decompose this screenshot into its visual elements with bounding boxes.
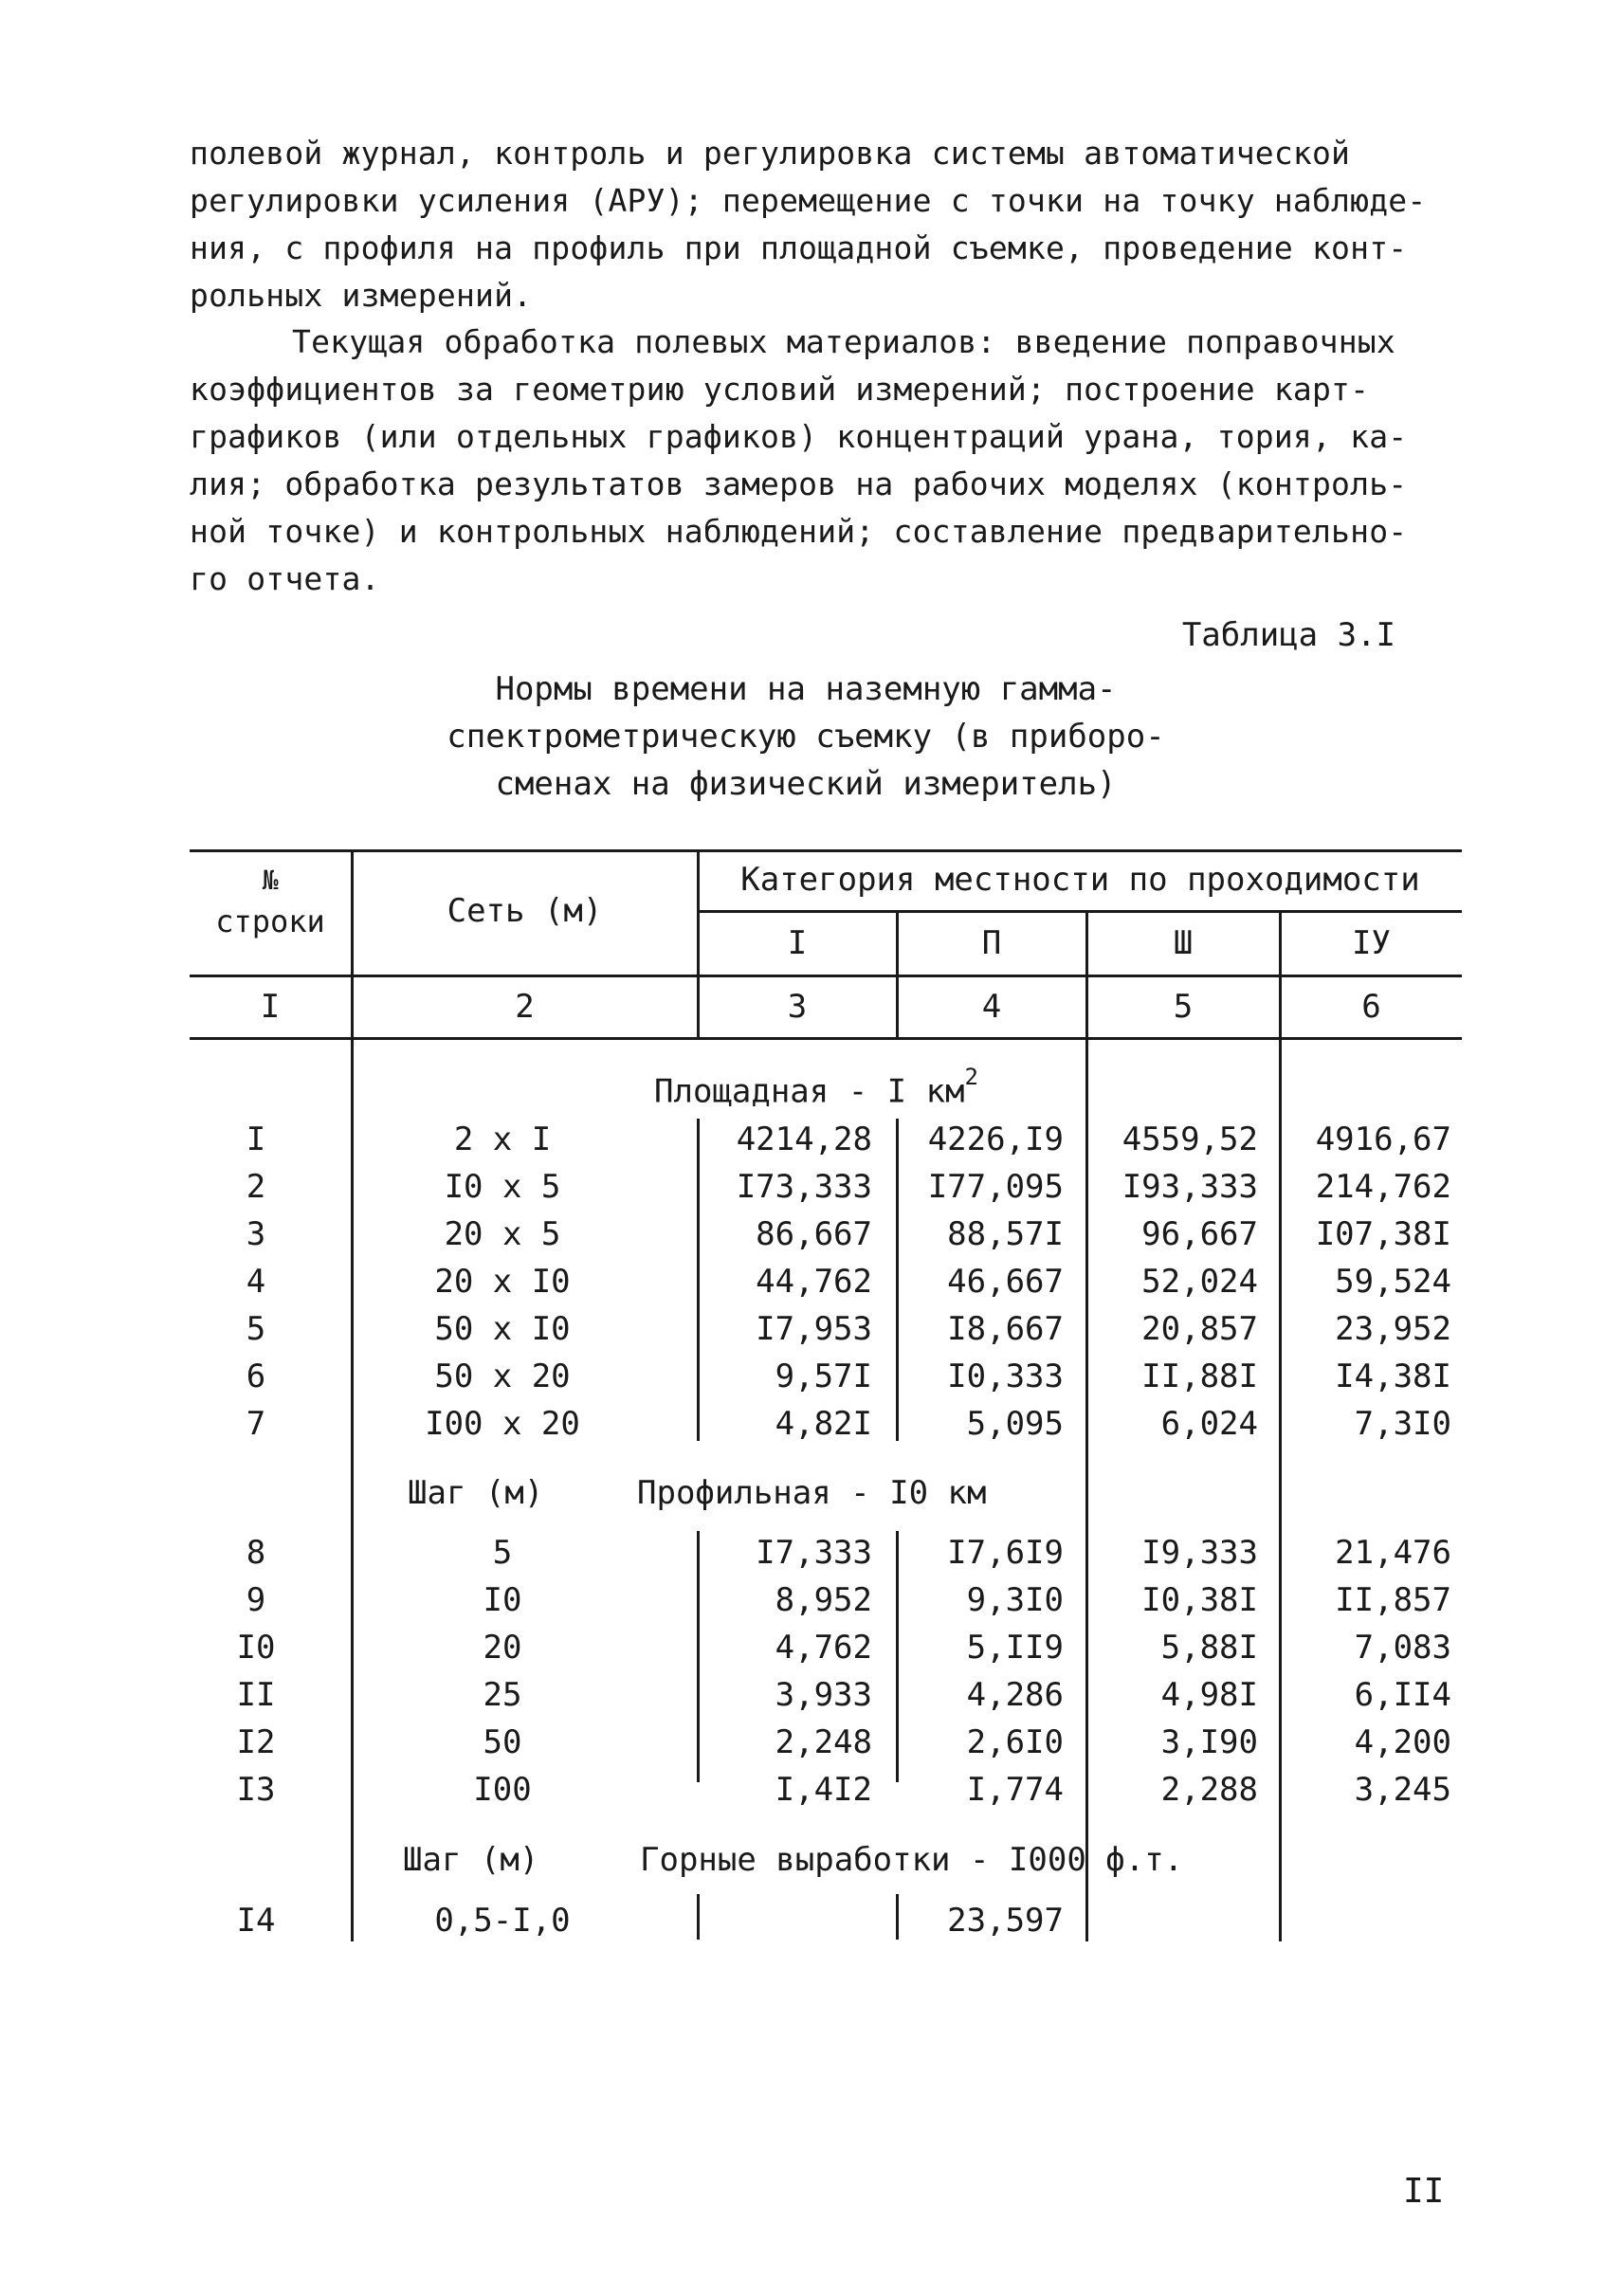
- superscript: 2: [964, 1064, 978, 1090]
- row-value-cat4: 4,200: [1354, 1723, 1451, 1761]
- col-number: 2: [515, 988, 535, 1026]
- row-net: 50 x 20: [434, 1358, 571, 1395]
- paragraph-line: графиков (или отдельных графиков) концентраций урана, тория, ка-: [190, 418, 1408, 455]
- row-value-cat1: 9,57I: [775, 1358, 872, 1395]
- row-value-cat4: 21,476: [1335, 1534, 1451, 1572]
- row-value-cat2: I7,6I9: [947, 1534, 1064, 1572]
- row-value-cat2: 23,597: [947, 1902, 1064, 1940]
- caption-line: спектрометрическую съемку (в приборо-: [447, 718, 1165, 756]
- row-number: I4: [236, 1902, 276, 1940]
- section-title-areal: [654, 1064, 978, 1110]
- table-top-rule: [190, 849, 1462, 852]
- row-value-cat1: I73,333: [736, 1168, 872, 1206]
- row-value-cat3: 96,667: [1141, 1215, 1258, 1253]
- row-value-cat1: 44,762: [756, 1263, 872, 1301]
- row-value-cat4: I07,38I: [1315, 1215, 1451, 1253]
- section-step-label: Шаг (м): [408, 1474, 544, 1512]
- category-subheader-rule: [697, 910, 1462, 913]
- row-value-cat1: 8,952: [775, 1581, 872, 1619]
- column-number-rule: [190, 1037, 1462, 1040]
- section-step-label: Шаг (м): [403, 1841, 539, 1879]
- row-net: I00 x 20: [425, 1405, 580, 1443]
- row-value-cat1: I,4I2: [775, 1771, 872, 1809]
- row-value-cat2: 4,286: [966, 1676, 1064, 1714]
- row-value-cat2: I77,095: [927, 1168, 1064, 1206]
- row-number: II: [236, 1676, 276, 1714]
- row-value-cat1: 4,82I: [775, 1405, 872, 1443]
- paragraph-line: Текущая обработка полевых материалов: введение поправочных: [292, 323, 1395, 360]
- paragraph-line: лия; обработка результатов замеров на рабочих моделях (контроль-: [190, 465, 1408, 502]
- col-number: 6: [1361, 988, 1381, 1026]
- col-divider: [697, 1894, 700, 1940]
- row-net: 50 x I0: [434, 1310, 571, 1348]
- col-number: 3: [787, 988, 808, 1026]
- row-value-cat2: I8,667: [947, 1310, 1064, 1348]
- paragraph-line: рольных измерений.: [190, 277, 533, 314]
- row-value-cat3: 5,88I: [1160, 1629, 1258, 1667]
- row-net: 20 x 5: [444, 1215, 561, 1253]
- row-value-cat4: 4916,67: [1315, 1121, 1451, 1158]
- row-value-cat4: 3,245: [1354, 1771, 1451, 1809]
- row-net: 50: [483, 1723, 522, 1761]
- col-number: I: [260, 988, 281, 1026]
- row-value-cat3: 4559,52: [1122, 1121, 1258, 1158]
- row-value-cat3: 20,857: [1141, 1310, 1258, 1348]
- row-number: 8: [246, 1534, 266, 1572]
- row-net: 20: [483, 1629, 522, 1667]
- paragraph-line: коэффициентов за геометрию условий измерений; построение карт-: [190, 371, 1370, 408]
- row-value-cat3: 6,024: [1160, 1405, 1258, 1443]
- row-number: 6: [246, 1358, 266, 1395]
- row-value-cat3: 3,I90: [1160, 1723, 1258, 1761]
- section-title-mines: Горные выработки - I000 ф.т.: [640, 1841, 1184, 1879]
- caption-line: Нормы времени на наземную гамма-: [495, 670, 1117, 708]
- paragraph-line: го отчета.: [190, 560, 380, 597]
- row-number: I3: [236, 1771, 276, 1809]
- row-net: I00: [473, 1771, 532, 1809]
- section-title-profile: Профильная - I0 км: [637, 1474, 987, 1512]
- section-title-text: Площадная - I км: [654, 1072, 965, 1111]
- row-net: I0: [483, 1581, 522, 1619]
- row-value-cat1: 2,248: [775, 1723, 872, 1761]
- header-cat-3: Ш: [1173, 924, 1194, 962]
- row-value-cat3: I0,38I: [1141, 1581, 1258, 1619]
- row-number: I: [246, 1121, 266, 1158]
- table-label: Таблица 3.I: [1181, 616, 1395, 654]
- row-value-cat4: 7,083: [1354, 1629, 1451, 1667]
- row-value-cat1: I7,333: [756, 1534, 872, 1572]
- row-value-cat1: 3,933: [775, 1676, 872, 1714]
- header-category: Категория местности по проходимости: [740, 861, 1420, 899]
- row-value-cat1: 4,762: [775, 1629, 872, 1667]
- row-value-cat2: 5,II9: [966, 1629, 1064, 1667]
- row-value-cat2: I,774: [966, 1771, 1064, 1809]
- header-row-no: строки: [215, 903, 325, 939]
- row-net: 2 x I: [453, 1121, 552, 1158]
- row-number: I2: [236, 1723, 276, 1761]
- row-number: 7: [246, 1405, 266, 1443]
- row-net: 20 x I0: [434, 1263, 571, 1301]
- page-number: II: [1403, 2172, 1445, 2211]
- row-value-cat3: 4,98I: [1160, 1676, 1258, 1714]
- row-value-cat4: 23,952: [1335, 1310, 1451, 1348]
- row-number: 4: [246, 1263, 266, 1301]
- row-number: I0: [236, 1629, 276, 1667]
- row-value-cat3: I9,333: [1141, 1534, 1258, 1572]
- row-number: 5: [246, 1310, 266, 1348]
- header-bottom-rule: [190, 975, 1462, 977]
- col-number: 4: [981, 988, 1002, 1026]
- row-number: 3: [246, 1215, 266, 1253]
- paragraph-line: полевой журнал, контроль и регулировка системы автоматической: [190, 135, 1351, 172]
- row-value-cat1: 4214,28: [736, 1121, 872, 1158]
- paragraph-line: ной точке) и контрольных наблюдений; составление предварительно-: [190, 513, 1408, 550]
- col-divider: [351, 1037, 354, 1941]
- paragraph-line: ния, с профиля на профиль при площадной съемке, проведение конт-: [190, 229, 1408, 266]
- row-value-cat3: I93,333: [1122, 1168, 1258, 1206]
- row-value-cat4: II,857: [1335, 1581, 1451, 1619]
- row-net: I0 x 5: [444, 1168, 561, 1206]
- row-value-cat4: 214,762: [1315, 1168, 1451, 1206]
- row-value-cat2: 46,667: [947, 1263, 1064, 1301]
- row-net: 25: [483, 1676, 522, 1714]
- row-value-cat2: I0,333: [947, 1358, 1064, 1395]
- col-number: 5: [1173, 988, 1194, 1026]
- row-value-cat3: 52,024: [1141, 1263, 1258, 1301]
- header-cat-2: П: [981, 924, 1002, 962]
- header-net: Сеть (м): [447, 892, 603, 930]
- row-number: 2: [246, 1168, 266, 1206]
- row-value-cat4: 7,3I0: [1354, 1405, 1451, 1443]
- row-net: 5: [492, 1534, 513, 1572]
- row-number: 9: [246, 1581, 266, 1619]
- row-value-cat2: 5,095: [966, 1405, 1064, 1443]
- row-value-cat4: I4,38I: [1335, 1358, 1451, 1395]
- header-cat-1: I: [787, 924, 808, 962]
- header-row-no-symbol: №: [262, 865, 279, 896]
- row-value-cat3: 2,288: [1160, 1771, 1258, 1809]
- row-value-cat1: I7,953: [756, 1310, 872, 1348]
- header-cat-4: IУ: [1352, 924, 1391, 962]
- row-value-cat2: 9,3I0: [966, 1581, 1064, 1619]
- row-value-cat1: 86,667: [756, 1215, 872, 1253]
- row-value-cat2: 2,6I0: [966, 1723, 1064, 1761]
- row-value-cat2: 88,57I: [947, 1215, 1064, 1253]
- row-value-cat2: 4226,I9: [927, 1121, 1064, 1158]
- row-value-cat3: II,88I: [1141, 1358, 1258, 1395]
- row-value-cat4: 59,524: [1335, 1263, 1451, 1301]
- paragraph-line: регулировки усиления (АРУ); перемещение с точки на точку наблюде-: [190, 182, 1427, 219]
- row-net: 0,5-I,0: [434, 1902, 571, 1940]
- row-value-cat4: 6,II4: [1354, 1676, 1451, 1714]
- caption-line: сменах на физический измеритель): [495, 765, 1117, 803]
